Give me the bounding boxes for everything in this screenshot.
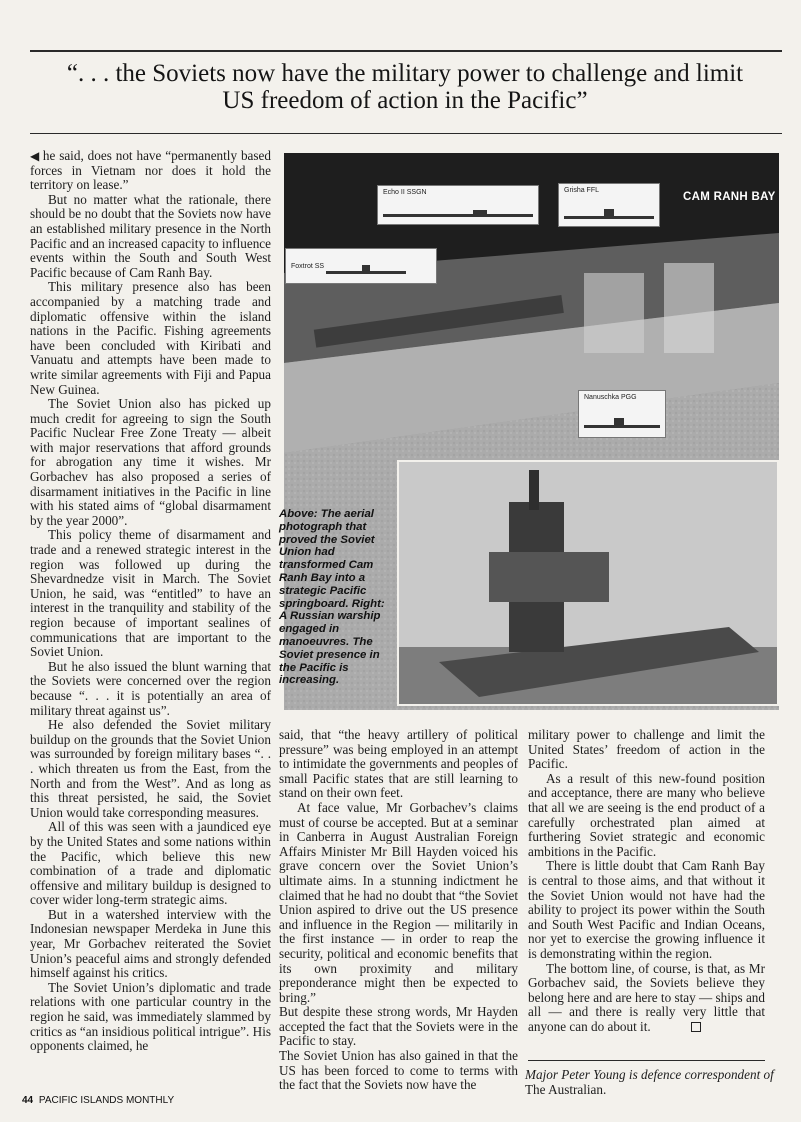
- paragraph: He also defended the Soviet military buildup on the grounds that the Soviet Union was surrounded by foreign military bases “. . . which threaten us from the East, from the North and from the West”. And as long as this threat persisted, he said, the Soviet Union would take corresponding measures.: [30, 717, 271, 820]
- paragraph: The bottom line, of course, is that, as Mr Gorbachev said, the Soviets believe they belong here and are here to stay — ships and all — and there is really very little that anyone can do about it.: [528, 960, 765, 1034]
- callout-nanuschka: [578, 390, 666, 438]
- paragraph: The Soviet Union also has picked up much credit for agreeing to sign the South Pacific Nuclear Free Zone Treaty — albeit with major reservations that afford grounds for abrogation any time it wishes. Mr Gorbachev has also proposed a series of disarmament initiatives in the Pacific in line with his stated aims of “global disarmament by the year 2000”.: [30, 396, 271, 528]
- callout-label: Nanuschka PGG: [584, 394, 637, 401]
- paragraph: The Soviet Union’s diplomatic and trade relations with one particular country in the region he said, was immediately slammed by critics as “an insidious political intrigue”. His opponents claimed, he: [30, 979, 271, 1054]
- callout-foxtrot: [285, 248, 437, 284]
- paragraph: But despite these strong words, Mr Hayden accepted the fact that the Soviets were in the Pacific to stay.: [279, 1004, 518, 1049]
- top-rule: [30, 50, 782, 52]
- ship-silhouette-icon: [564, 206, 654, 222]
- paragraph: The Soviet Union has also gained in that the US has been forced to come to terms with the fact that the Soviets now have the: [279, 1048, 518, 1093]
- callout-grisha: [558, 183, 660, 227]
- callout-label: Foxtrot SS: [291, 263, 325, 270]
- byline-publication: The Australian.: [525, 1081, 607, 1097]
- article-column-2: [279, 728, 518, 1093]
- callout-echo-ii: [377, 185, 539, 225]
- byline: [525, 1068, 775, 1097]
- publication-name: PACIFIC ISLANDS MONTHLY: [38, 1095, 175, 1106]
- callout-label: Grisha FFL: [564, 187, 600, 194]
- pull-quote-line2: US freedom of action in the Pacific”: [222, 87, 588, 114]
- pull-quote-line1: “. . . the Soviets now have the military power to challenge and limit: [66, 60, 744, 87]
- photo-caption: Above: The aerial photograph that proved the Soviet Union had transformed Cam Ranh Bay into a strategic Pacific springboard. Right: A Russian warship engaged in manoeuvres. The Soviet presence in the Pacific is increasing.: [279, 508, 385, 687]
- paragraph: There is little doubt that Cam Ranh Bay is central to those aims, and that without it the Soviet Union would not have had the ability to project its power within the South and South West Pacific and Indian Oceans, nor yet to exercise the growing influence it is demonstrating within the region.: [528, 858, 765, 961]
- byline-rule: [528, 1060, 765, 1061]
- paragraph: This military presence also has been accompanied by a matching trade and diplomatic offensive within the island nations in the Pacific. Fishing agreements have been concluded with Kiribati and Vanuatu and attempts have been made to write similar agreements with Fiji and Papua New Guinea.: [30, 279, 271, 397]
- page-footer: [22, 1095, 174, 1106]
- location-label: CAM RANH BAY: [683, 191, 776, 203]
- paragraph: military power to challenge and limit the United States’ freedom of action in the Pacific.: [528, 727, 765, 772]
- paragraph: said, that “the heavy artillery of political pressure” was being employed in an attempt to intimidate the governments and peoples of small Pacific states that are still learning to stand on their own feet.: [279, 727, 518, 801]
- paragraph: But in a watershed interview with the Indonesian newspaper Merdeka in June this year, Mr Gorbachev reiterated the Soviet Union’s peaceful aims and strongly defended himself against his critics.: [30, 906, 271, 981]
- end-mark-icon: [691, 1022, 701, 1032]
- callout-label: Echo II SSGN: [383, 189, 427, 196]
- article-column-3: [528, 728, 765, 1034]
- warship-illustration: [399, 462, 779, 706]
- paragraph: But he also issued the blunt warning that the Soviets were concerned over the region because “. . . it is potentially an area of military threat against us”.: [30, 658, 271, 718]
- paragraph: All of this was seen with a jaundiced eye by the United States and some nations within the Pacific, which believe this new combination of a trade and diplomatic offensive and military buildup is designed to cover wider long-term strategic aims.: [30, 819, 271, 908]
- paragraph: But no matter what the rationale, there should be no doubt that the Soviets now have an established military presence in the North Pacific and an increased capacity to influence events within the South and South West Pacific because of Cam Ranh Bay.: [30, 191, 271, 280]
- continued-arrow-icon: ◀: [30, 149, 40, 163]
- ship-silhouette-icon: [584, 415, 660, 431]
- paragraph: At face value, Mr Gorbachev’s claims must of course be accepted. But at a seminar in Canberra in August Australian Foreign Affairs Minister Mr Bill Hayden voiced his grave concern over the Soviet Union’s ultimate aims. In a stunning indictment he claimed that he had no doubt that “the Soviet Union aspired to drive out the US presence and influence in the Region — militarily in the first instance — in order to reap the security, political and economic benefits that its own proximity and military preponderance might then be expected to bring.”: [279, 799, 518, 1005]
- warship-photograph: [397, 460, 779, 706]
- byline-text: Major Peter Young is defence correspondent of: [525, 1067, 774, 1082]
- paragraph: This policy theme of disarmament and trade and a renewed strategic interest in the region was followed up during the Shevardnedze visit in March. The Soviet Union, he said, was “entitled” to have an interest in the tranquility and stability of the region because of important sealines of communications that are important to the Soviet Union.: [30, 527, 271, 660]
- page-number: 44: [22, 1095, 34, 1106]
- ship-silhouette-icon: [383, 206, 533, 220]
- paragraph: As a result of this new-found position and acceptance, there are many who believe that all we are seeing is the end product of a carefully orchestrated plan aimed at furthering Soviet strategic and economic ambitions in the Pacific.: [528, 770, 765, 859]
- quote-bottom-rule: [30, 133, 782, 134]
- ship-silhouette-icon: [326, 263, 406, 277]
- paragraph: ◀ he said, does not have “permanently based forces in Vietnam nor does it hold the territory on lease.”: [30, 148, 271, 193]
- pull-quote: [30, 60, 780, 114]
- article-column-1: [30, 149, 271, 1054]
